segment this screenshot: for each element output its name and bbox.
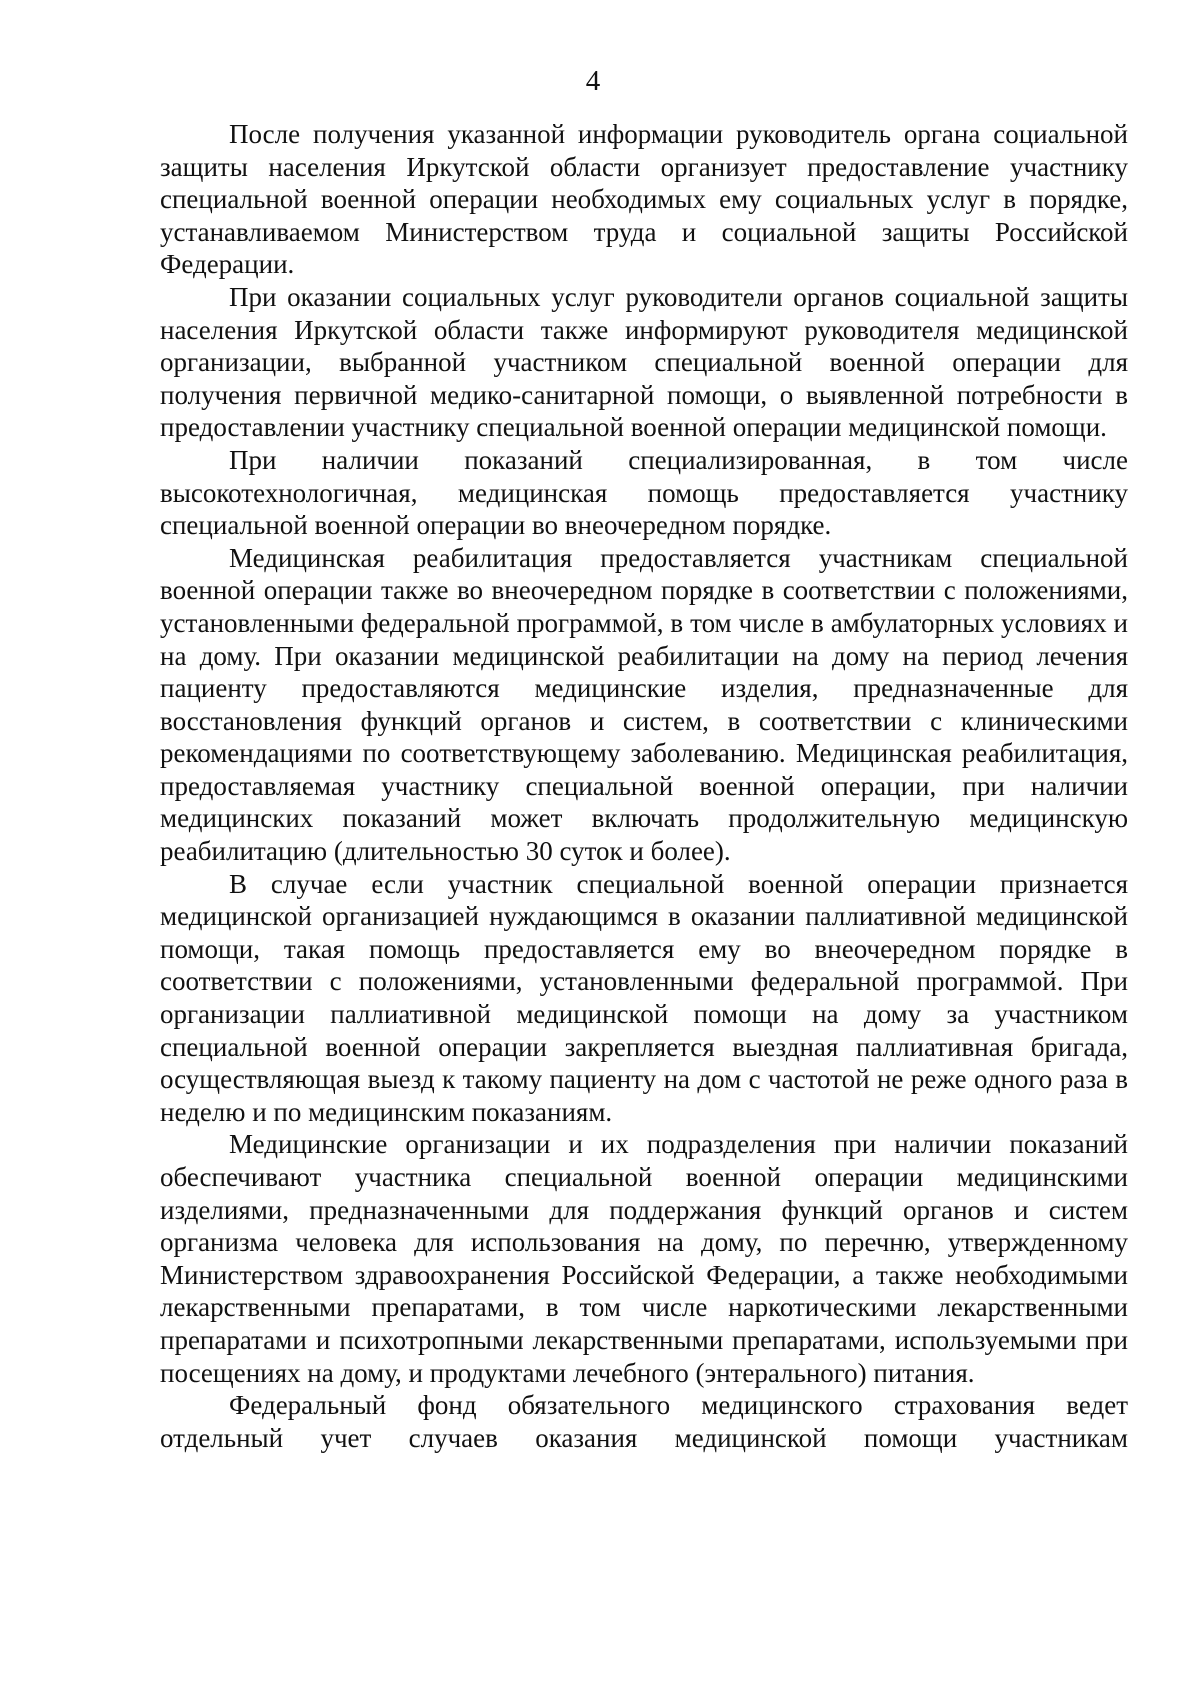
paragraph-medical-rehabilitation: Медицинская реабилитация предоставляется участникам специальной военной операции также во внеочередном порядке в соответствии с положениями, установленными федеральной программой, в том числе в амбулаторных условиях и на дому. При оказании медицинской реабилитации на дому на период лечения пациенту предоставляются медицинские изделия, предназначенные для восстановления функций органов и систем, в соответствии с клиническими рекомендациями по соответствующему заболеванию. Медицинская реабилитация, предоставляемая участнику специальной военной операции, при наличии медицинских показаний может включать продолжительную медицинскую реабилитацию (длительностью 30 суток и более). [160,542,1128,867]
page-number: 4 [585,65,601,97]
paragraph-palliative-care: В случае если участник специальной военной операции признается медицинской организацией нуждающимся в оказании паллиативной медицинской помощи, такая помощь предоставляется ему во внеочередном порядке в соответствии с положениями, установленными федеральной программой. При организации паллиативной медицинской помощи на дому за участником специальной военной операции закрепляется выездная паллиативная бригада, осуществляющая выезд к такому пациенту на дом с частотой не реже одного раза в неделю и по медицинским показаниям. [160,868,1128,1127]
paragraph-insurance-fund-accounting: Федеральный фонд обязательного медицинского страхования ведет отдельный учет случаев оказания медицинской помощи участникам [160,1390,1128,1453]
paragraph-social-services-organization: После получения указанной информации руководитель органа социальной защиты населения Иркутской области организует предоставление участнику специальной военной операции необходимых ему социальных услуг в порядке, устанавливаемом Министерством труда и социальной защиты Российской Федерации. [160,119,1128,280]
paragraph-medical-devices-and-drugs: Медицинские организации и их подразделения при наличии показаний обеспечивают участника специальной военной операции медицинскими изделиями, предназначенными для поддержания функций органов и систем организма человека для использования на дому, по перечню, утвержденному Министерством здравоохранения Российской Федерации, а также необходимыми лекарственными препаратами, в том числе наркотическими лекарственными препаратами и психотропными лекарственными препаратами, используемыми при посещениях на дому, и продуктами лечебного (энтерального) питания. [160,1129,1128,1388]
paragraph-specialized-care: При наличии показаний специализированная, в том числе высокотехнологичная, медицинская помощь предоставляется участнику специальной военной операции во внеочередном порядке. [160,444,1128,541]
document-body [160,118,1128,1454]
paragraph-social-services-informing: При оказании социальных услуг руководители органов социальной защиты населения Иркутской области также информируют руководителя медицинской организации, выбранной участником специальной военной операции для получения первичной медико-санитарной помощи, о выявленной потребности в предоставлении участнику специальной военной операции медицинской помощи. [160,281,1128,443]
